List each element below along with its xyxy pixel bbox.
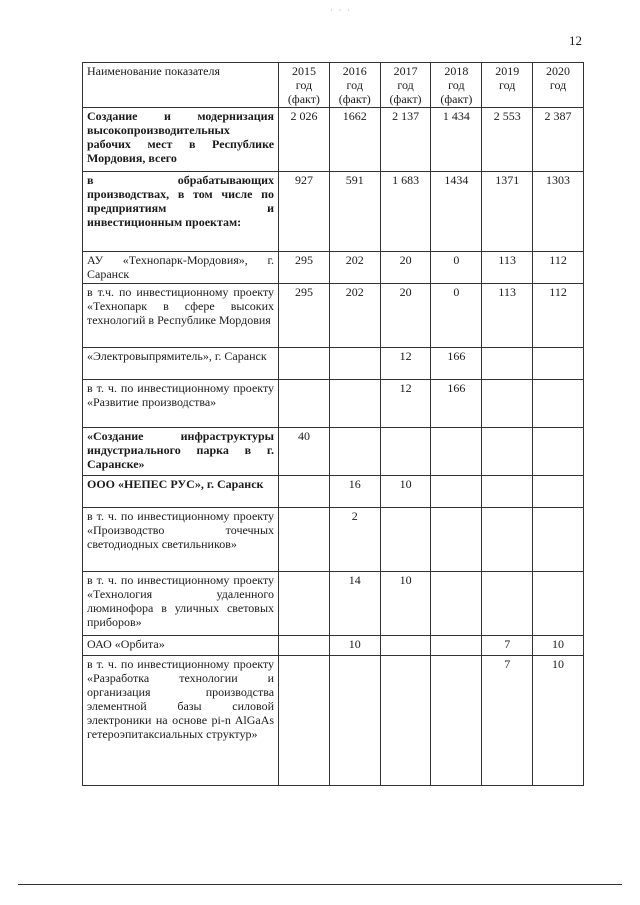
column-header-2015 [279, 63, 330, 108]
indicators-table [82, 62, 584, 786]
indicator-value: 14 [329, 572, 380, 636]
table-row [83, 108, 584, 172]
table-row [83, 284, 584, 348]
year-note: (факт) [338, 92, 371, 106]
year-label: 2017 [393, 64, 418, 78]
indicator-value: 1371 [482, 172, 533, 252]
year-unit: год [295, 78, 313, 92]
table-row [83, 428, 584, 476]
indicator-value [533, 572, 584, 636]
indicator-value: 202 [329, 284, 380, 348]
column-header-name: Наименование показателя [83, 63, 279, 108]
indicator-value [431, 636, 482, 656]
indicator-value: 295 [279, 252, 330, 284]
indicator-value [431, 656, 482, 786]
indicator-value [329, 656, 380, 786]
indicator-value [279, 476, 330, 508]
indicator-value [431, 428, 482, 476]
indicator-value: 166 [431, 348, 482, 380]
page-bottom-rule [18, 884, 622, 885]
table-row [83, 172, 584, 252]
year-unit: год [448, 78, 465, 92]
indicator-value [329, 380, 380, 428]
table-row [83, 508, 584, 572]
indicator-value: 112 [533, 284, 584, 348]
indicator-name: АУ «Технопарк-Мордовия», г. Саранск [83, 252, 279, 284]
indicator-value [329, 348, 380, 380]
indicator-value: 10 [329, 636, 380, 656]
indicator-value [533, 428, 584, 476]
indicator-value: 12 [380, 380, 431, 428]
indicator-value: 0 [431, 252, 482, 284]
indicator-value [279, 348, 330, 380]
column-header-2019 [482, 63, 533, 108]
indicator-value [482, 476, 533, 508]
indicator-value [533, 348, 584, 380]
year-label: 2019 [495, 64, 520, 78]
indicator-name: в обрабатывающих производствах, в том числе по предприятиям и инвестиционным проектам: [83, 172, 279, 252]
indicator-value: 591 [329, 172, 380, 252]
indicator-name: в т. ч. по инвестиционному проекту «Технология удаленного люминофора в уличных световых приборов» [83, 572, 279, 636]
year-note: (факт) [389, 92, 422, 106]
indicator-value [279, 636, 330, 656]
indicator-value [482, 348, 533, 380]
indicator-value: 12 [380, 348, 431, 380]
indicator-value: 10 [533, 636, 584, 656]
scan-artifact: · · · [330, 6, 352, 15]
indicator-value: 927 [279, 172, 330, 252]
indicator-value [279, 572, 330, 636]
year-unit: год [346, 78, 363, 92]
year-unit: год [397, 78, 414, 92]
indicator-value: 113 [482, 252, 533, 284]
indicator-value: 2 137 [380, 108, 431, 172]
indicator-value [380, 656, 431, 786]
year-note: (факт) [440, 92, 473, 106]
indicator-name: ОАО «Орбита» [83, 636, 279, 656]
indicator-value [431, 476, 482, 508]
indicator-value: 1 434 [431, 108, 482, 172]
indicator-value [533, 476, 584, 508]
indicator-name: ООО «НЕПЕС РУС», г. Саранск [83, 476, 279, 508]
indicator-name: в т. ч. по инвестиционному проекту «Разработка технологии и организация производства элементной базы силовой электроники на основе pi-n AlGaAs гетероэпитаксиальных структур» [83, 656, 279, 786]
indicator-value: 7 [482, 656, 533, 786]
indicator-value: 1434 [431, 172, 482, 252]
indicator-name: Создание и модернизация высокопроизводительных рабочих мест в Республике Мордовия, всего [83, 108, 279, 172]
indicator-value: 0 [431, 284, 482, 348]
indicator-value [279, 656, 330, 786]
table-row [83, 572, 584, 636]
indicator-value: 1662 [329, 108, 380, 172]
page-number: 12 [569, 33, 582, 48]
table-row [83, 348, 584, 380]
indicator-name: в т. ч. по инвестиционному проекту «Производство точечных светодиодных светильников» [83, 508, 279, 572]
year-label: 2018 [444, 64, 469, 78]
indicator-value: 2 [329, 508, 380, 572]
column-header-2017 [380, 63, 431, 108]
indicator-value [482, 572, 533, 636]
table-row [83, 476, 584, 508]
indicator-value [482, 508, 533, 572]
indicator-value: 40 [279, 428, 330, 476]
indicator-value: 1303 [533, 172, 584, 252]
indicator-value: 166 [431, 380, 482, 428]
indicator-value: 10 [533, 656, 584, 786]
indicator-value [329, 428, 380, 476]
indicator-value [380, 428, 431, 476]
table-header-row [83, 63, 584, 108]
year-note: (факт) [287, 92, 320, 106]
indicator-value: 10 [380, 476, 431, 508]
indicator-value [431, 572, 482, 636]
indicator-value [482, 380, 533, 428]
year-label: 2016 [342, 64, 367, 78]
indicator-value [533, 380, 584, 428]
indicator-value [380, 508, 431, 572]
indicator-value: 2 387 [533, 108, 584, 172]
year-unit: год [498, 78, 516, 92]
indicator-value: 295 [279, 284, 330, 348]
indicator-value: 16 [329, 476, 380, 508]
indicator-value: 2 026 [279, 108, 330, 172]
indicator-name: в т.ч. по инвестиционному проекту «Технопарк в сфере высоких технологий в Республике Мордовия [83, 284, 279, 348]
year-label: 2015 [291, 64, 316, 78]
indicator-value [482, 428, 533, 476]
indicator-value: 2 553 [482, 108, 533, 172]
column-header-2020 [533, 63, 584, 108]
indicator-value [533, 508, 584, 572]
indicator-value: 112 [533, 252, 584, 284]
indicator-name: «Электровыпрямитель», г. Саранск [83, 348, 279, 380]
indicator-value [380, 636, 431, 656]
table-row [83, 380, 584, 428]
indicator-value: 7 [482, 636, 533, 656]
indicator-value: 20 [380, 284, 431, 348]
year-label: 2020 [546, 64, 571, 78]
indicator-value: 10 [380, 572, 431, 636]
indicator-value [279, 508, 330, 572]
table-row [83, 252, 584, 284]
indicator-value [431, 508, 482, 572]
column-header-2018 [431, 63, 482, 108]
table-row [83, 636, 584, 656]
indicator-value: 1 683 [380, 172, 431, 252]
indicator-name: «Создание инфраструктуры индустриального парка в г. Саранске» [83, 428, 279, 476]
table-row [83, 656, 584, 786]
indicator-name: в т. ч. по инвестиционному проекту «Развитие производства» [83, 380, 279, 428]
table-body [83, 108, 584, 786]
indicator-value: 202 [329, 252, 380, 284]
year-unit: год [549, 78, 567, 92]
column-header-2016 [329, 63, 380, 108]
indicator-value: 113 [482, 284, 533, 348]
indicator-value: 20 [380, 252, 431, 284]
indicator-value [279, 380, 330, 428]
